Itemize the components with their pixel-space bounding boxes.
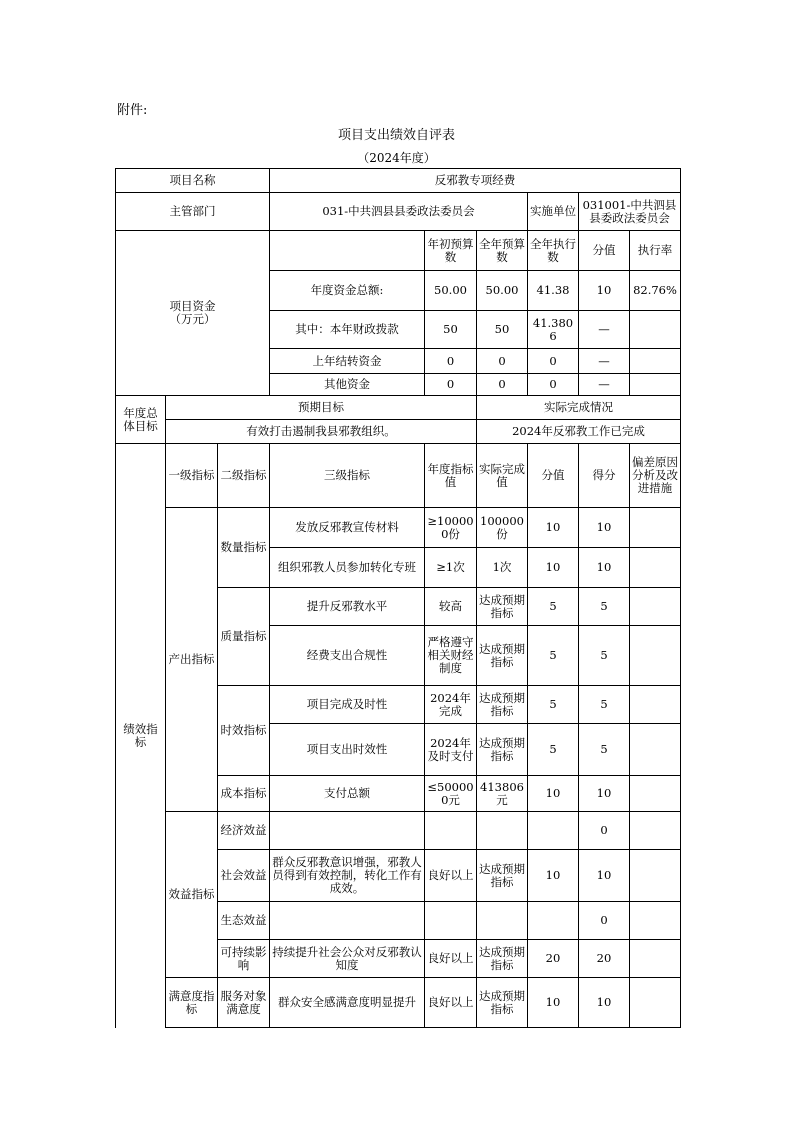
funds-rate [630,374,681,396]
indicator-value: 5 [528,724,579,776]
indicator-note [630,812,681,850]
project-name-value: 反邪教专项经费 [270,169,681,193]
project-name-row [116,169,681,193]
funds-initial: 0 [425,349,477,374]
indicator-value: 20 [528,940,579,978]
funds-header-executed: 全年执行数 [528,231,579,271]
level1-benefit: 效益指标 [166,812,218,978]
indicator-note [630,940,681,978]
indicator-actual [477,812,528,850]
indicator-name: 项目完成及时性 [270,686,425,724]
form-title: 项目支出绩效自评表 [337,128,455,143]
funds-executed: 41.38 [528,271,579,311]
goals-label: 年度总体目标 [116,396,166,444]
indicator-target: 良好以上 [425,978,477,1028]
indicators-header-level3: 三级指标 [270,444,425,508]
goals-expected-header: 预期目标 [166,396,477,420]
indicator-note [630,686,681,724]
level2-cost: 成本指标 [218,776,270,812]
indicator-actual: 达成预期指标 [477,850,528,902]
indicators-header-level2: 二级指标 [218,444,270,508]
indicators-header-actual: 实际完成值 [477,444,528,508]
level1-satisfaction: 满意度指标 [166,978,218,1028]
indicator-score: 0 [579,902,630,940]
indicator-actual: 达成预期指标 [477,626,528,686]
indicator-target: 较高 [425,588,477,626]
indicator-score: 5 [579,626,630,686]
level2-ecological: 生态效益 [218,902,270,940]
funds-header-blank [270,231,425,271]
indicators-label: 绩效指标 [116,444,166,1028]
indicator-name: 经费支出合规性 [270,626,425,686]
indicators-header-value: 分值 [528,444,579,508]
indicator-name: 提升反邪教水平 [270,588,425,626]
goals-header-row [116,396,681,420]
indicator-value: 10 [528,508,579,548]
indicator-note [630,626,681,686]
indicator-value: 10 [528,776,579,812]
indicator-name: 持续提升社会公众对反邪教认知度 [270,940,425,978]
indicator-name: 群众反邪教意识增强，邪教人员得到有效控制，转化工作有成效。 [270,850,425,902]
funds-header-initial: 年初预算数 [425,231,477,271]
indicator-target [425,812,477,850]
indicator-note [630,776,681,812]
indicator-row [116,812,681,850]
indicator-score: 5 [579,686,630,724]
level1-output: 产出指标 [166,508,218,812]
department-label: 主管部门 [116,193,270,231]
indicator-actual: 达成预期指标 [477,978,528,1028]
funds-initial: 0 [425,374,477,396]
indicator-value [528,812,579,850]
indicators-header-score: 得分 [579,444,630,508]
indicator-actual: 100000份 [477,508,528,548]
indicator-target: 2024年完成 [425,686,477,724]
indicator-note [630,902,681,940]
evaluation-table [115,168,681,1028]
indicator-target: ≤500000元 [425,776,477,812]
department-row [116,193,681,231]
indicator-note [630,978,681,1028]
indicator-value: 10 [528,850,579,902]
indicator-name: 群众安全感满意度明显提升 [270,978,425,1028]
indicator-name: 发放反邪教宣传材料 [270,508,425,548]
goals-actual: 2024年反邪教工作已完成 [477,420,681,444]
indicators-header-note: 偏差原因分析及改进措施 [630,444,681,508]
funds-header-annual: 全年预算数 [477,231,528,271]
indicator-value: 5 [528,686,579,724]
indicators-header-level1: 一级指标 [166,444,218,508]
indicator-score: 20 [579,940,630,978]
indicator-actual: 达成预期指标 [477,588,528,626]
indicator-note [630,850,681,902]
indicator-score: 10 [579,548,630,588]
funds-rate [630,349,681,374]
funds-annual: 0 [477,349,528,374]
indicators-header-row [116,444,681,508]
indicator-value [528,902,579,940]
funds-header-row [116,231,681,271]
attachment-label: 附件: [117,103,148,118]
implementer-label: 实施单位 [528,193,579,231]
indicator-value: 5 [528,588,579,626]
indicator-name: 组织邪教人员参加转化专班 [270,548,425,588]
indicator-score: 0 [579,812,630,850]
indicator-note [630,548,681,588]
indicators-header-target: 年度指标值 [425,444,477,508]
indicator-target: 良好以上 [425,940,477,978]
indicator-actual: 达成预期指标 [477,940,528,978]
funds-header-rate: 执行率 [630,231,681,271]
funds-initial: 50 [425,311,477,349]
indicator-score: 10 [579,776,630,812]
indicator-value: 10 [528,548,579,588]
goals-expected: 有效打击遏制我县邪教组织。 [166,420,477,444]
indicator-value: 5 [528,626,579,686]
funds-initial: 50.00 [425,271,477,311]
level2-quality: 质量指标 [218,588,270,686]
project-name-label: 项目名称 [116,169,270,193]
indicator-target: 严格遵守相关财经制度 [425,626,477,686]
funds-row-label: 其中：本年财政拨款 [270,311,425,349]
indicator-target: ≥1次 [425,548,477,588]
indicator-score: 5 [579,588,630,626]
level2-social: 社会效益 [218,850,270,902]
indicator-name [270,812,425,850]
indicator-row [116,978,681,1028]
indicator-name: 项目支出时效性 [270,724,425,776]
department-value: 031-中共泗县县委政法委员会 [270,193,528,231]
funds-score-value: — [579,374,630,396]
funds-row-label: 年度资金总额: [270,271,425,311]
funds-score-value: 10 [579,271,630,311]
indicator-target: 良好以上 [425,850,477,902]
goals-actual-header: 实际完成情况 [477,396,681,420]
indicator-target [425,902,477,940]
funds-score-value: — [579,311,630,349]
funds-executed: 0 [528,349,579,374]
implementer-value: 031001-中共泗县县委政法委员会 [579,193,681,231]
indicator-value: 10 [528,978,579,1028]
indicator-actual: 达成预期指标 [477,724,528,776]
funds-rate: 82.76% [630,271,681,311]
indicator-target: 2024年及时支付 [425,724,477,776]
indicator-note [630,724,681,776]
funds-score-value: — [579,349,630,374]
indicator-actual: 1次 [477,548,528,588]
funds-annual: 50 [477,311,528,349]
indicator-note [630,508,681,548]
indicator-actual [477,902,528,940]
funds-header-score-value: 分值 [579,231,630,271]
funds-rate [630,311,681,349]
indicator-row [116,508,681,548]
funds-row-label: 其他资金 [270,374,425,396]
goals-content-row [116,420,681,444]
funds-annual: 50.00 [477,271,528,311]
indicator-score: 10 [579,978,630,1028]
indicator-score: 10 [579,850,630,902]
indicator-name [270,902,425,940]
level2-timeliness: 时效指标 [218,686,270,776]
level2-quantity: 数量指标 [218,508,270,588]
funds-executed: 0 [528,374,579,396]
funds-executed: 41.3806 [528,311,579,349]
funds-label: 项目资金 （万元） [116,231,270,396]
form-year: （2024年度） [357,151,436,165]
level2-sustainable: 可持续影响 [218,940,270,978]
level2-service: 服务对象满意度 [218,978,270,1028]
indicator-name: 支付总额 [270,776,425,812]
indicator-score: 10 [579,508,630,548]
indicator-note [630,588,681,626]
indicator-score: 5 [579,724,630,776]
funds-annual: 0 [477,374,528,396]
level2-economic: 经济效益 [218,812,270,850]
indicator-actual: 达成预期指标 [477,686,528,724]
indicator-actual: 413806元 [477,776,528,812]
funds-row-label: 上年结转资金 [270,349,425,374]
indicator-target: ≥100000份 [425,508,477,548]
